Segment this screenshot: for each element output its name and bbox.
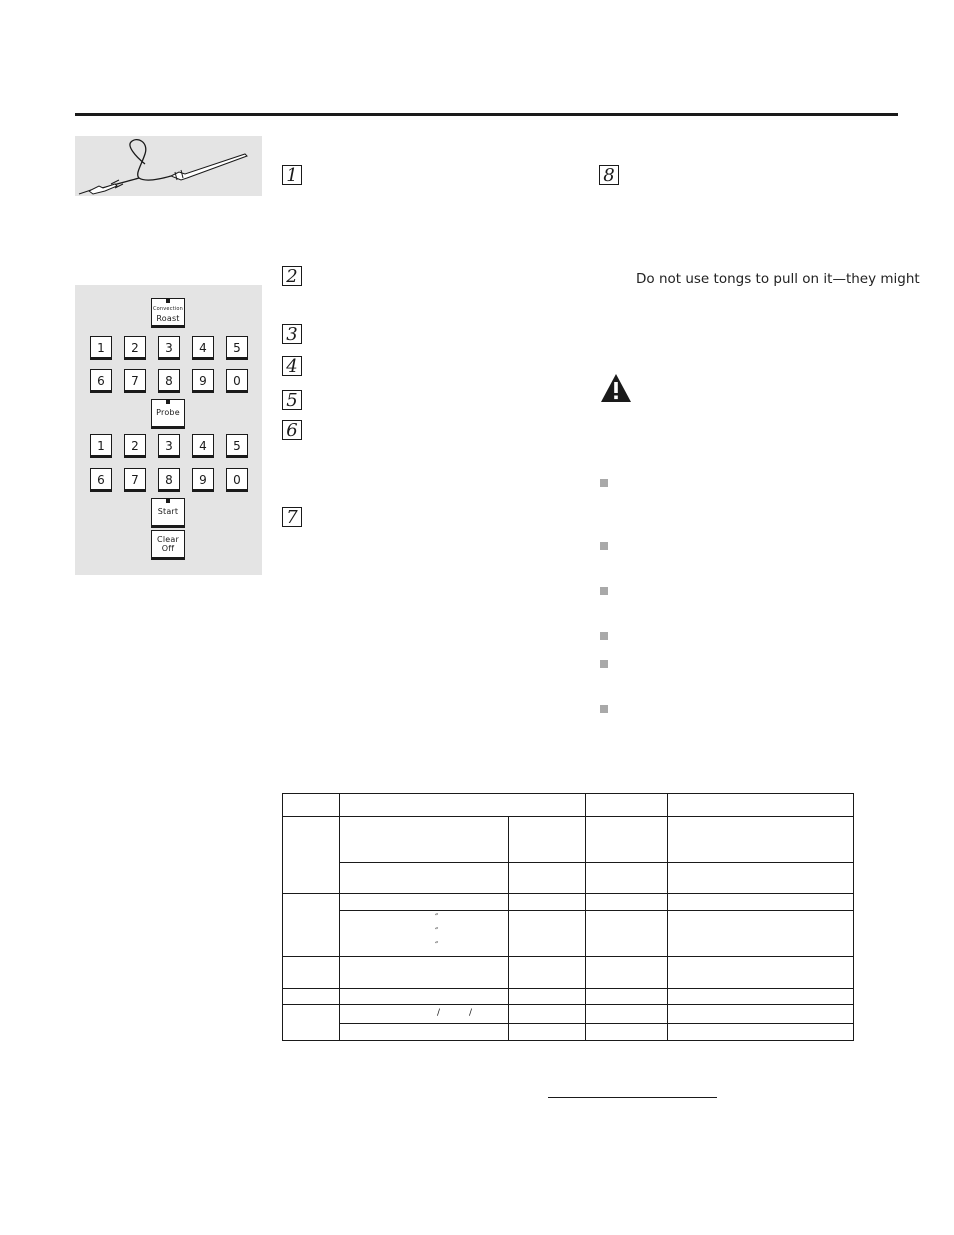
indicator-light bbox=[166, 399, 170, 404]
table-cell bbox=[283, 988, 340, 1004]
table-cell bbox=[283, 957, 340, 988]
step-number-5: 5 bbox=[282, 390, 302, 410]
table-cell bbox=[586, 862, 668, 893]
table-cell bbox=[283, 893, 340, 957]
table-cell bbox=[340, 794, 586, 817]
table-row bbox=[283, 862, 854, 893]
number-key-1[interactable]: 1 bbox=[90, 434, 112, 456]
table-cell bbox=[509, 957, 586, 988]
number-key-3[interactable]: 3 bbox=[158, 434, 180, 456]
step-number-8: 8 bbox=[599, 165, 619, 185]
bullet-marker bbox=[600, 705, 608, 713]
number-key-1[interactable]: 1 bbox=[90, 336, 112, 358]
table-row bbox=[283, 893, 854, 910]
table-cell bbox=[668, 1023, 854, 1040]
bullet-marker bbox=[600, 479, 608, 487]
table-row bbox=[283, 957, 854, 988]
probe-key[interactable]: Probe bbox=[151, 399, 185, 427]
number-key-4[interactable]: 4 bbox=[192, 434, 214, 456]
table-cell bbox=[340, 893, 509, 910]
table-cell bbox=[668, 1004, 854, 1023]
table-cell bbox=[586, 794, 668, 817]
inch-mark: ″ bbox=[435, 940, 439, 951]
step-number-7: 7 bbox=[282, 507, 302, 527]
number-key-2[interactable]: 2 bbox=[124, 336, 146, 358]
temperature-probe-icon bbox=[75, 136, 262, 196]
table-cell bbox=[340, 910, 509, 956]
table-cell bbox=[668, 862, 854, 893]
number-key-4[interactable]: 4 bbox=[192, 336, 214, 358]
step-number-4: 4 bbox=[282, 356, 302, 376]
table-cell bbox=[586, 957, 668, 988]
inch-mark: ″ bbox=[435, 912, 439, 923]
number-key-7[interactable]: 7 bbox=[124, 369, 146, 391]
number-key-7[interactable]: 7 bbox=[124, 468, 146, 490]
table-cell bbox=[340, 988, 509, 1004]
table-cell bbox=[509, 1004, 586, 1023]
indicator-light bbox=[166, 298, 170, 303]
roasting-guide-table bbox=[282, 793, 854, 1041]
table-row bbox=[283, 1004, 854, 1023]
number-key-3[interactable]: 3 bbox=[158, 336, 180, 358]
start-key[interactable]: Start bbox=[151, 498, 185, 526]
table-cell bbox=[586, 1023, 668, 1040]
bullet-marker bbox=[600, 632, 608, 640]
table-cell bbox=[668, 794, 854, 817]
table-cell bbox=[509, 817, 586, 862]
step-number-2: 2 bbox=[282, 266, 302, 286]
number-key-0[interactable]: 0 bbox=[226, 468, 248, 490]
table-cell bbox=[283, 817, 340, 894]
number-key-6[interactable]: 6 bbox=[90, 468, 112, 490]
table-row bbox=[283, 988, 854, 1004]
table-cell bbox=[340, 1023, 509, 1040]
number-key-8[interactable]: 8 bbox=[158, 468, 180, 490]
number-key-9[interactable]: 9 bbox=[192, 468, 214, 490]
fraction-slash: / bbox=[469, 1007, 473, 1018]
table-cell bbox=[509, 910, 586, 956]
table-cell bbox=[340, 957, 509, 988]
table-cell bbox=[668, 817, 854, 862]
table-cell bbox=[668, 957, 854, 988]
table-cell bbox=[668, 893, 854, 910]
table-cell bbox=[509, 893, 586, 910]
convection-roast-key[interactable]: Convection Roast bbox=[151, 298, 185, 326]
table-cell bbox=[586, 817, 668, 862]
table-cell bbox=[509, 988, 586, 1004]
number-key-2[interactable]: 2 bbox=[124, 434, 146, 456]
number-key-5[interactable]: 5 bbox=[226, 434, 248, 456]
clear-off-key[interactable]: Clear Off bbox=[151, 530, 185, 558]
table-cell bbox=[283, 794, 340, 817]
table-cell bbox=[509, 862, 586, 893]
fraction-slash: / bbox=[437, 1007, 441, 1018]
step-number-3: 3 bbox=[282, 324, 302, 344]
control-keypad-panel bbox=[75, 285, 262, 575]
bullet-marker bbox=[600, 587, 608, 595]
indicator-light bbox=[166, 498, 170, 503]
table-cell bbox=[668, 988, 854, 1004]
inch-mark: ″ bbox=[435, 926, 439, 937]
probe-illustration-panel bbox=[75, 136, 262, 196]
number-key-5[interactable]: 5 bbox=[226, 336, 248, 358]
table-cell bbox=[668, 910, 854, 956]
table-cell bbox=[586, 988, 668, 1004]
number-key-8[interactable]: 8 bbox=[158, 369, 180, 391]
table-cell bbox=[586, 910, 668, 956]
bullet-marker bbox=[600, 660, 608, 668]
warning-triangle-icon bbox=[600, 373, 632, 403]
step-number-1: 1 bbox=[282, 165, 302, 185]
table-cell bbox=[586, 1004, 668, 1023]
number-key-0[interactable]: 0 bbox=[226, 369, 248, 391]
table-row bbox=[283, 1023, 854, 1040]
table-header-row bbox=[283, 794, 854, 817]
table-cell bbox=[340, 1004, 509, 1023]
header-rule bbox=[75, 113, 898, 116]
table-cell bbox=[283, 1004, 340, 1040]
number-key-6[interactable]: 6 bbox=[90, 369, 112, 391]
table-cell bbox=[586, 893, 668, 910]
tongs-caution-text: Do not use tongs to pull on it—they might bbox=[636, 271, 920, 287]
bullet-marker bbox=[600, 542, 608, 550]
table-cell bbox=[340, 817, 509, 862]
underline-rule bbox=[548, 1097, 717, 1098]
table-cell bbox=[509, 1023, 586, 1040]
number-key-9[interactable]: 9 bbox=[192, 369, 214, 391]
table-cell bbox=[340, 862, 509, 893]
table-row bbox=[283, 910, 854, 956]
table-row bbox=[283, 817, 854, 862]
step-number-6: 6 bbox=[282, 420, 302, 440]
